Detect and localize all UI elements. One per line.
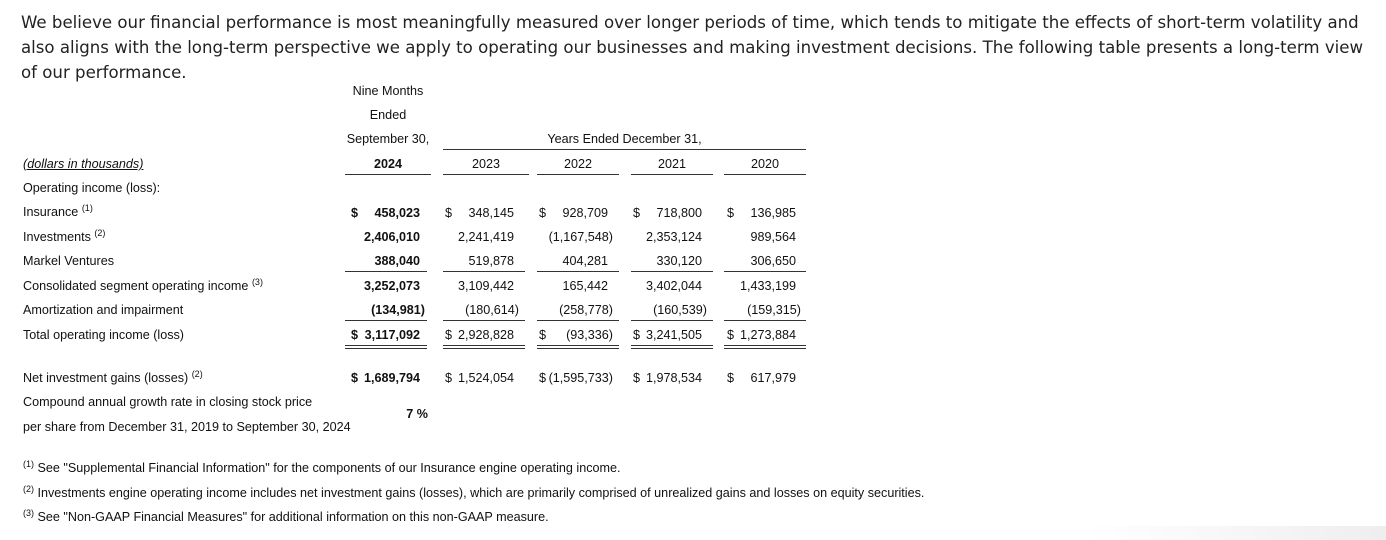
cell-consolidated-2021: 3,402,044: [645, 279, 702, 293]
footnote-marker: (2): [23, 484, 34, 494]
total-rule-2020: [724, 320, 806, 321]
cell-investments-2022: (1,167,548): [548, 230, 613, 244]
subtotal-rule-2022: [537, 271, 619, 272]
currency-symbol: $: [351, 371, 359, 385]
col-header-2024: 2024: [373, 157, 403, 171]
currency-symbol: $: [539, 328, 547, 342]
currency-symbol: $: [633, 371, 641, 385]
footnote-ref: (2): [191, 369, 203, 379]
cell-amortization-2020: (159,315): [747, 303, 801, 317]
cell-ventures-2022: 404,281: [562, 254, 608, 268]
currency-symbol: $: [727, 328, 735, 342]
total-rule-2021: [631, 320, 713, 321]
header-years-rule: [443, 149, 806, 150]
header-ended: Ended: [369, 108, 407, 122]
footnote-3: $^{(3)}$ See "Non-GAAP Financial Measures" for additional information on this non-GAAP measure.: [23, 508, 549, 524]
cell-amortization-2022: (258,778): [559, 303, 613, 317]
currency-symbol: $: [633, 206, 641, 220]
cell-ventures-2021: 330,120: [656, 254, 702, 268]
footnote-marker: (1): [23, 459, 34, 469]
row-label-cagr-line2: per share from December 31, 2019 to September 30, 2024: [23, 420, 351, 434]
footnote-ref: (1): [81, 203, 93, 213]
footnote-ref: (2): [94, 228, 106, 238]
subtotal-rule-2024: [345, 271, 427, 272]
cell-total-2021: 3,241,505: [645, 328, 702, 342]
cell-insurance-2024: 458,023: [374, 206, 420, 220]
total-rule-2022: [537, 320, 619, 321]
col-header-2021: 2021: [657, 157, 687, 171]
cell-insurance-2023: 348,145: [468, 206, 514, 220]
cell-consolidated-2020: 1,433,199: [739, 279, 796, 293]
currency-symbol: $: [727, 206, 735, 220]
currency-symbol: $: [351, 206, 359, 220]
header-nine-months: Nine Months: [352, 84, 424, 98]
double-rule-2021: [631, 345, 713, 349]
rule-header-2022: [537, 174, 619, 175]
currency-symbol: $: [539, 371, 547, 385]
total-rule-2024: [345, 320, 427, 321]
currency-symbol: $: [445, 206, 453, 220]
cell-investments-2023: 2,241,419: [457, 230, 514, 244]
cell-gains-2021: 1,978,534: [645, 371, 702, 385]
cell-amortization-2024: (134,981): [371, 303, 425, 317]
double-rule-2024: [345, 345, 427, 349]
cell-total-2024: 3,117,092: [364, 328, 420, 342]
intro-paragraph: We believe our financial performance is most meaningfully measured over longer periods of time, which tends to mitigate the effects of short-term volatility and also aligns with the long-term perspective we apply to operating our businesses and making investment decisions. The following table presents a long-term view of our performance.: [21, 13, 1364, 82]
row-label-total: Total operating income (loss): [23, 328, 184, 342]
cell-insurance-2021: 718,800: [656, 206, 702, 220]
subtotal-rule-2023: [443, 271, 525, 272]
cell-gains-2024: 1,689,794: [363, 371, 420, 385]
cell-gains-2023: 1,524,054: [457, 371, 514, 385]
double-rule-2022: [537, 345, 619, 349]
header-september: September 30,: [346, 132, 430, 146]
cell-total-2022: (93,336): [566, 328, 613, 342]
cell-consolidated-2024: 3,252,073: [363, 279, 420, 293]
col-header-2020: 2020: [750, 157, 780, 171]
row-label-investments: Investments $^{(2)}$: [23, 228, 106, 244]
cell-total-2020: 1,273,884: [739, 328, 796, 342]
col-header-2023: 2023: [471, 157, 501, 171]
cell-total-2023: 2,928,828: [457, 328, 514, 342]
cell-cagr-value: 7 %: [406, 407, 428, 421]
footnote-1: $^{(1)}$ See "Supplemental Financial Information" for the components of our Insurance engine operating income.: [23, 459, 621, 475]
col-header-2022: 2022: [563, 157, 593, 171]
cell-investments-2021: 2,353,124: [645, 230, 702, 244]
subtotal-rule-2020: [724, 271, 806, 272]
operating-income-label: Operating income (loss):: [23, 181, 161, 195]
currency-symbol: $: [351, 328, 359, 342]
subtotal-rule-2021: [631, 271, 713, 272]
cell-insurance-2020: 136,985: [750, 206, 796, 220]
currency-symbol: $: [445, 328, 453, 342]
double-rule-2020: [724, 345, 806, 349]
cell-investments-2020: 989,564: [750, 230, 796, 244]
row-label-insurance: Insurance $^{(1)}$: [23, 203, 93, 219]
footnote-ref: (3): [251, 277, 263, 287]
cell-gains-2020: 617,979: [750, 371, 796, 385]
total-rule-2023: [443, 320, 525, 321]
row-label-markel-ventures: Markel Ventures: [23, 254, 114, 268]
cell-amortization-2021: (160,539): [653, 303, 707, 317]
currency-symbol: $: [445, 371, 453, 385]
cell-ventures-2023: 519,878: [468, 254, 514, 268]
rule-header-2023: [443, 174, 529, 175]
cell-ventures-2024: 388,040: [374, 254, 420, 268]
row-label-net-investment-gains: Net investment gains (losses) $^{(2)}$: [23, 369, 203, 385]
cell-investments-2024: 2,406,010: [363, 230, 420, 244]
currency-symbol: $: [539, 206, 547, 220]
rule-header-2021: [631, 174, 713, 175]
row-label-consolidated: Consolidated segment operating income $^{(3)}$: [23, 277, 263, 293]
cell-ventures-2020: 306,650: [750, 254, 796, 268]
row-label-amortization: Amortization and impairment: [23, 303, 184, 317]
cell-consolidated-2023: 3,109,442: [457, 279, 514, 293]
corner-shadow: [1086, 526, 1386, 540]
cell-amortization-2023: (180,614): [465, 303, 519, 317]
footnote-2: $^{(2)}$ Investments engine operating income includes net investment gains (losses), which are primarily comprised of unrealized gains and losses on equity securities.: [23, 484, 925, 500]
units-label: (dollars in thousands): [23, 157, 144, 171]
rule-header-2024: [345, 174, 431, 175]
double-rule-2023: [443, 345, 525, 349]
header-years-ended: Years Ended December 31,: [547, 132, 702, 146]
currency-symbol: $: [727, 371, 735, 385]
cell-consolidated-2022: 165,442: [562, 279, 608, 293]
currency-symbol: $: [633, 328, 641, 342]
footnote-marker: (3): [23, 508, 34, 518]
cell-insurance-2022: 928,709: [562, 206, 608, 220]
cell-gains-2022: (1,595,733): [548, 371, 613, 385]
rule-header-2020: [724, 174, 806, 175]
row-label-cagr-line1: Compound annual growth rate in closing stock price: [23, 395, 313, 409]
